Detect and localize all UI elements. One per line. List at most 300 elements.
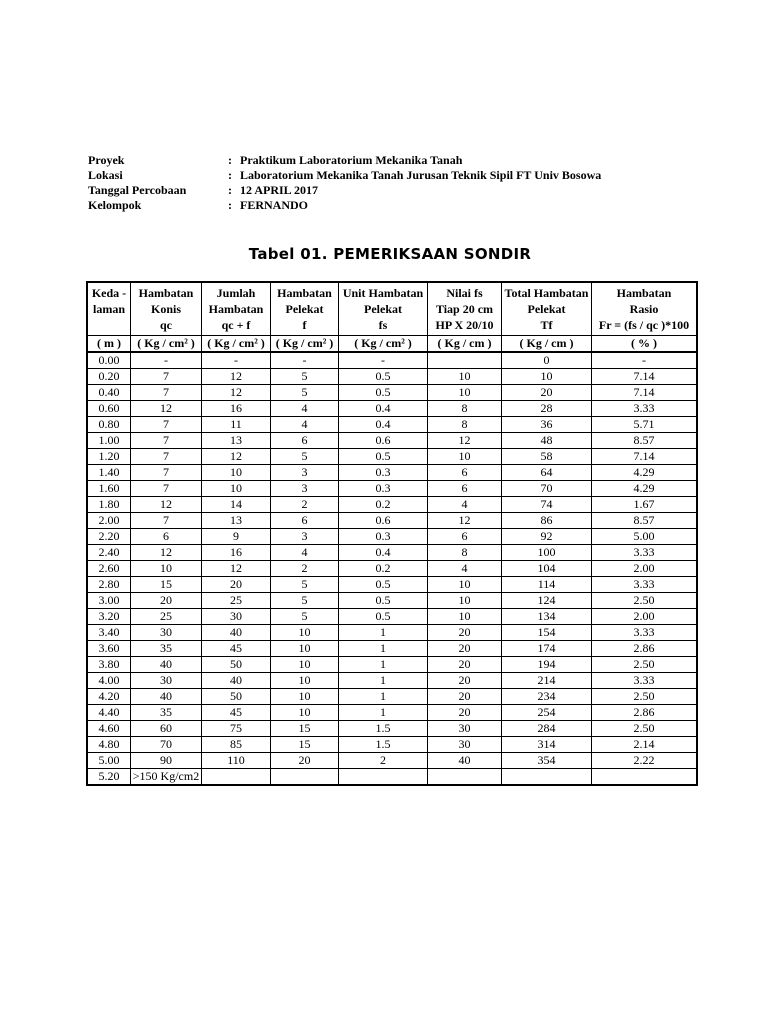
- table-cell: 20: [502, 385, 592, 401]
- table-cell: 50: [202, 657, 271, 673]
- table-cell: 12: [428, 513, 502, 529]
- header-kedalaman: [87, 282, 131, 336]
- unit-cell: ( Kg / cm ): [502, 336, 592, 353]
- table-cell: 12: [202, 385, 271, 401]
- table-cell: 4.60: [87, 721, 131, 737]
- table-cell: 0.4: [339, 401, 428, 417]
- header-line: Tf: [540, 318, 553, 332]
- table-row: [87, 352, 697, 369]
- table-cell: 48: [502, 433, 592, 449]
- header-line: Nilai fs: [446, 286, 483, 300]
- table-cell: 7: [131, 417, 202, 433]
- table-cell: 11: [202, 417, 271, 433]
- table-cell: 12: [428, 433, 502, 449]
- table-cell: 154: [502, 625, 592, 641]
- table-cell: 4.40: [87, 705, 131, 721]
- table-cell: 5: [271, 593, 339, 609]
- table-cell: 20: [428, 625, 502, 641]
- table-cell: 3.33: [592, 401, 698, 417]
- table-row: [87, 417, 697, 433]
- table-cell: 0.5: [339, 369, 428, 385]
- table-cell: 86: [502, 513, 592, 529]
- table-cell: 3.00: [87, 593, 131, 609]
- table-cell: [271, 769, 339, 786]
- table-cell: 25: [202, 593, 271, 609]
- header-hambatan-konis: [131, 282, 202, 336]
- table-cell: 10: [428, 369, 502, 385]
- table-cell: 1.67: [592, 497, 698, 513]
- table-row: [87, 385, 697, 401]
- table-cell: 0.6: [339, 433, 428, 449]
- table-row: [87, 753, 697, 769]
- table-cell: 3: [271, 465, 339, 481]
- unit-cell: ( Kg / cm² ): [131, 336, 202, 353]
- table-cell: 1.5: [339, 721, 428, 737]
- table-cell: 3.33: [592, 545, 698, 561]
- unit-row: [87, 336, 697, 353]
- table-cell: 20: [428, 673, 502, 689]
- table-cell: 6: [428, 465, 502, 481]
- table-cell: 20: [428, 705, 502, 721]
- table-cell: 20: [271, 753, 339, 769]
- table-cell: [502, 769, 592, 786]
- table-cell: 10: [271, 657, 339, 673]
- table-cell: -: [202, 352, 271, 369]
- table-title: Tabel 01. PEMERIKSAAN SONDIR: [248, 245, 532, 263]
- table-cell: 7.14: [592, 369, 698, 385]
- table-cell: 0.2: [339, 561, 428, 577]
- info-row-kelompok: [88, 198, 601, 213]
- table-cell: 20: [428, 657, 502, 673]
- table-cell: [202, 769, 271, 786]
- table-cell: 0.40: [87, 385, 131, 401]
- table-cell: 70: [131, 737, 202, 753]
- table-cell: 3.33: [592, 577, 698, 593]
- table-cell: 4: [271, 417, 339, 433]
- info-label: Proyek: [88, 153, 125, 167]
- table-cell: 30: [202, 609, 271, 625]
- table-cell: 35: [131, 641, 202, 657]
- table-cell: 14: [202, 497, 271, 513]
- table-cell: 4.20: [87, 689, 131, 705]
- table-cell: 8.57: [592, 513, 698, 529]
- info-colon: :: [228, 198, 232, 212]
- table-cell: 10: [131, 561, 202, 577]
- header-line: Hambatan: [277, 286, 332, 300]
- header-hambatan-rasio: [592, 282, 698, 336]
- table-cell: 3.60: [87, 641, 131, 657]
- table-row: [87, 449, 697, 465]
- table-cell: [428, 352, 502, 369]
- table-cell: 8.57: [592, 433, 698, 449]
- table-cell: 10: [202, 481, 271, 497]
- table-cell: 3: [271, 529, 339, 545]
- table-cell: 5.20: [87, 769, 131, 786]
- table-cell: 194: [502, 657, 592, 673]
- table-cell: 13: [202, 513, 271, 529]
- table-cell: 1: [339, 625, 428, 641]
- table-cell: 25: [131, 609, 202, 625]
- header-jumlah-hambatan: [202, 282, 271, 336]
- table-cell: 1.00: [87, 433, 131, 449]
- table-cell: 12: [202, 369, 271, 385]
- table-cell: 1: [339, 641, 428, 657]
- table-cell: 1: [339, 673, 428, 689]
- unit-cell: ( Kg / cm² ): [339, 336, 428, 353]
- table-cell: 5: [271, 609, 339, 625]
- table-cell: 2.50: [592, 721, 698, 737]
- table-cell: 10: [271, 705, 339, 721]
- table-cell: 1.80: [87, 497, 131, 513]
- table-cell: -: [271, 352, 339, 369]
- header-line: Konis: [150, 302, 181, 316]
- table-row: [87, 737, 697, 753]
- info-value: Laboratorium Mekanika Tanah Jurusan Teknik Sipil FT Univ Bosowa: [240, 168, 602, 182]
- info-label: Lokasi: [88, 168, 123, 182]
- unit-cell: ( Kg / cm² ): [271, 336, 339, 353]
- table-cell: 2.60: [87, 561, 131, 577]
- table-cell: 284: [502, 721, 592, 737]
- table-cell: 0.3: [339, 529, 428, 545]
- table-cell: 2.86: [592, 705, 698, 721]
- table-row: [87, 433, 697, 449]
- table-cell: 354: [502, 753, 592, 769]
- table-cell: 15: [131, 577, 202, 593]
- table-cell: 7.14: [592, 449, 698, 465]
- table-cell: 36: [502, 417, 592, 433]
- table-cell: 10: [428, 449, 502, 465]
- table-cell: 40: [428, 753, 502, 769]
- table-row: [87, 689, 697, 705]
- header-line: Pelekat: [285, 302, 324, 316]
- table-cell: 2.50: [592, 593, 698, 609]
- table-cell: 20: [428, 641, 502, 657]
- table-cell: 5.71: [592, 417, 698, 433]
- unit-cell: ( % ): [592, 336, 698, 353]
- table-row: [87, 465, 697, 481]
- table-cell: 10: [428, 593, 502, 609]
- table-cell: 2: [339, 753, 428, 769]
- header-line: Pelekat: [527, 302, 566, 316]
- table-cell: 75: [202, 721, 271, 737]
- header-line: f: [302, 318, 307, 332]
- table-cell: 45: [202, 641, 271, 657]
- table-cell: 0.60: [87, 401, 131, 417]
- table-row: [87, 657, 697, 673]
- table-cell: 8: [428, 417, 502, 433]
- table-cell: 7: [131, 465, 202, 481]
- table-cell: 6: [271, 433, 339, 449]
- table-cell: 5: [271, 577, 339, 593]
- table-cell: 3.80: [87, 657, 131, 673]
- table-cell: -: [131, 352, 202, 369]
- table-cell: 2.00: [592, 561, 698, 577]
- table-cell: 0.3: [339, 465, 428, 481]
- table-cell: 8: [428, 545, 502, 561]
- table-cell: 10: [428, 609, 502, 625]
- table-cell: 0.4: [339, 417, 428, 433]
- table-cell: 40: [131, 689, 202, 705]
- header-line: laman: [92, 302, 125, 316]
- info-row-proyek: [88, 153, 601, 168]
- table-cell: 5.00: [592, 529, 698, 545]
- table-cell: 3.40: [87, 625, 131, 641]
- table-cell: 70: [502, 481, 592, 497]
- info-row-lokasi: [88, 168, 601, 183]
- table-cell: 28: [502, 401, 592, 417]
- table-cell: 30: [428, 737, 502, 753]
- table-cell: 10: [271, 641, 339, 657]
- table-cell: 5: [271, 449, 339, 465]
- table-cell: [339, 769, 428, 786]
- table-cell: 3: [271, 481, 339, 497]
- table-cell: 0.80: [87, 417, 131, 433]
- table-cell: 15: [271, 721, 339, 737]
- table-cell: 12: [131, 497, 202, 513]
- header-total-hambatan: [502, 282, 592, 336]
- table-cell: 0.5: [339, 577, 428, 593]
- header-line: Hambatan: [616, 286, 672, 300]
- table-row: [87, 401, 697, 417]
- table-cell: 2.50: [592, 657, 698, 673]
- table-cell: 35: [131, 705, 202, 721]
- table-cell: 114: [502, 577, 592, 593]
- header-line: Rasio: [629, 302, 659, 316]
- table-cell: 12: [202, 561, 271, 577]
- table-cell: 6: [428, 481, 502, 497]
- table-cell: 92: [502, 529, 592, 545]
- table-row: [87, 529, 697, 545]
- table-cell: 58: [502, 449, 592, 465]
- table-cell: 174: [502, 641, 592, 657]
- info-row-tanggal: [88, 183, 601, 198]
- table-row: [87, 705, 697, 721]
- table-row: [87, 641, 697, 657]
- info-label: Tanggal Percobaan: [88, 183, 187, 197]
- info-value: Praktikum Laboratorium Mekanika Tanah: [240, 153, 463, 167]
- table-cell: 2.86: [592, 641, 698, 657]
- table-cell: 2.14: [592, 737, 698, 753]
- table-cell: 2.22: [592, 753, 698, 769]
- table-cell: 0.2: [339, 497, 428, 513]
- table-cell: 10: [271, 673, 339, 689]
- table-cell: 4.29: [592, 465, 698, 481]
- table-cell: 0.20: [87, 369, 131, 385]
- table-cell: 214: [502, 673, 592, 689]
- table-row: [87, 625, 697, 641]
- table-cell: 5.00: [87, 753, 131, 769]
- table-cell: 3.20: [87, 609, 131, 625]
- table-cell: 2: [271, 561, 339, 577]
- header-unit-hambatan: [339, 282, 428, 336]
- table-cell: 4.80: [87, 737, 131, 753]
- header-line: Fr = (fs / qc )*100: [598, 318, 690, 332]
- info-colon: :: [228, 183, 232, 197]
- header-line: HP X 20/10: [435, 318, 494, 332]
- table-cell: 2.80: [87, 577, 131, 593]
- table-cell: 1.40: [87, 465, 131, 481]
- table-cell: -: [592, 352, 698, 369]
- table-cell: 0.5: [339, 593, 428, 609]
- table-row: [87, 609, 697, 625]
- table-cell: 60: [131, 721, 202, 737]
- header-line: qc: [160, 318, 172, 332]
- table-cell: 7: [131, 433, 202, 449]
- table-cell: 1.20: [87, 449, 131, 465]
- table-cell: 314: [502, 737, 592, 753]
- table-cell: 234: [502, 689, 592, 705]
- table-cell: 20: [131, 593, 202, 609]
- table-cell: 12: [131, 545, 202, 561]
- table-cell: 2.00: [87, 513, 131, 529]
- table-cell: 0.4: [339, 545, 428, 561]
- table-cell: 4: [428, 497, 502, 513]
- header-line: Pelekat: [364, 302, 402, 316]
- table-cell: 254: [502, 705, 592, 721]
- table-cell: 4.29: [592, 481, 698, 497]
- table-cell: 7.14: [592, 385, 698, 401]
- table-cell: 10: [202, 465, 271, 481]
- table-cell: 45: [202, 705, 271, 721]
- table-cell: 10: [428, 385, 502, 401]
- info-value: FERNANDO: [240, 198, 308, 212]
- table-cell: 1: [339, 657, 428, 673]
- table-row: [87, 497, 697, 513]
- table-cell: 110: [202, 753, 271, 769]
- table-cell: 85: [202, 737, 271, 753]
- table-cell: 2: [271, 497, 339, 513]
- table-body: [87, 352, 697, 785]
- table-cell: 16: [202, 545, 271, 561]
- table-row: [87, 369, 697, 385]
- table-cell: [428, 769, 502, 786]
- table-cell: -: [339, 352, 428, 369]
- table-cell: 7: [131, 513, 202, 529]
- table-cell: 0.5: [339, 385, 428, 401]
- table-cell: 124: [502, 593, 592, 609]
- table-cell: 20: [202, 577, 271, 593]
- table-cell: 9: [202, 529, 271, 545]
- table-cell: 50: [202, 689, 271, 705]
- table-row: [87, 481, 697, 497]
- info-value: 12 APRIL 2017: [240, 183, 319, 197]
- unit-cell: ( Kg / cm² ): [202, 336, 271, 353]
- table-cell: 0: [502, 352, 592, 369]
- table-cell: 40: [131, 657, 202, 673]
- info-colon: :: [228, 153, 232, 167]
- table-cell: 4.00: [87, 673, 131, 689]
- table-cell: 7: [131, 369, 202, 385]
- table-cell: 1.5: [339, 737, 428, 753]
- table-cell: 1.60: [87, 481, 131, 497]
- table-cell: 100: [502, 545, 592, 561]
- table-cell: 40: [202, 625, 271, 641]
- table-cell: 3.33: [592, 625, 698, 641]
- header-line: Total Hambatan: [504, 286, 589, 300]
- info-label: Kelompok: [88, 198, 142, 212]
- table-cell: 12: [131, 401, 202, 417]
- table-cell: 30: [131, 625, 202, 641]
- header-row: [87, 282, 697, 336]
- table-cell: 1: [339, 689, 428, 705]
- table-cell: 1: [339, 705, 428, 721]
- table-cell: 15: [271, 737, 339, 753]
- table-cell: 10: [271, 689, 339, 705]
- table-cell: 16: [202, 401, 271, 417]
- table-row: [87, 561, 697, 577]
- header-line: qc + f: [221, 318, 251, 332]
- table-cell: 0.6: [339, 513, 428, 529]
- table-row: [87, 545, 697, 561]
- table-cell: 0.00: [87, 352, 131, 369]
- table-cell: 2.20: [87, 529, 131, 545]
- table-cell: 2.00: [592, 609, 698, 625]
- table-cell: 8: [428, 401, 502, 417]
- table-cell: 7: [131, 449, 202, 465]
- table-cell: 10: [271, 625, 339, 641]
- table-cell: 7: [131, 385, 202, 401]
- header-line: fs: [378, 318, 388, 332]
- table-cell: 6: [131, 529, 202, 545]
- info-colon: :: [228, 168, 232, 182]
- table-cell: 64: [502, 465, 592, 481]
- header-line: Tiap 20 cm: [435, 302, 494, 316]
- header-line: Hambatan: [208, 302, 264, 316]
- table-cell: [592, 769, 698, 786]
- header-line: Unit Hambatan: [342, 286, 424, 300]
- table-cell: 4: [428, 561, 502, 577]
- table-cell: 10: [428, 577, 502, 593]
- table-cell: 4: [271, 545, 339, 561]
- table-cell: 5: [271, 369, 339, 385]
- table-cell: >150 Kg/cm2: [131, 769, 202, 786]
- table-cell: 0.5: [339, 449, 428, 465]
- table-cell: 74: [502, 497, 592, 513]
- table-cell: 6: [428, 529, 502, 545]
- table-cell: 3.33: [592, 673, 698, 689]
- table-cell: 5: [271, 385, 339, 401]
- table-row: [87, 721, 697, 737]
- table-cell: 6: [271, 513, 339, 529]
- table-cell: 2.40: [87, 545, 131, 561]
- table-cell: 12: [202, 449, 271, 465]
- table-cell: 4: [271, 401, 339, 417]
- table-cell: 90: [131, 753, 202, 769]
- table-row: [87, 593, 697, 609]
- table-cell: 30: [428, 721, 502, 737]
- header-line: Jumlah: [216, 286, 256, 300]
- table-cell: 13: [202, 433, 271, 449]
- table-cell: 0.5: [339, 609, 428, 625]
- table-cell: 104: [502, 561, 592, 577]
- table-cell: 10: [502, 369, 592, 385]
- unit-cell: ( m ): [87, 336, 131, 353]
- table-row: [87, 577, 697, 593]
- sondir-table: [86, 281, 698, 786]
- table-cell: 134: [502, 609, 592, 625]
- table-row: [87, 769, 697, 786]
- header-line: Hambatan: [138, 286, 194, 300]
- header-line: Keda -: [91, 286, 127, 300]
- table-cell: 40: [202, 673, 271, 689]
- table-cell: 20: [428, 689, 502, 705]
- header-nilai-fs: [428, 282, 502, 336]
- project-info: [88, 153, 601, 213]
- unit-cell: ( Kg / cm ): [428, 336, 502, 353]
- table-cell: 30: [131, 673, 202, 689]
- table-cell: 7: [131, 481, 202, 497]
- table-cell: 2.50: [592, 689, 698, 705]
